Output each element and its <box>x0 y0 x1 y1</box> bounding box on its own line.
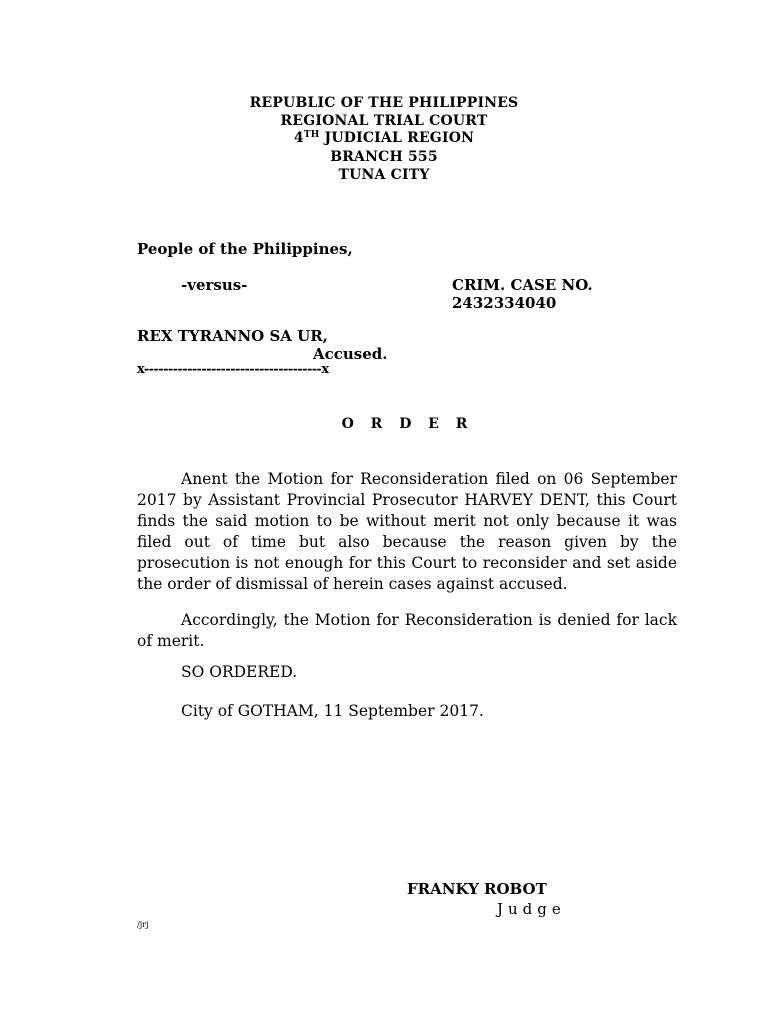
header-court: REGIONAL TRIAL COURT <box>280 113 488 129</box>
order-paragraph-1: Anent the Motion for Reconsideration filed on 06 September 2017 by Assistant Provincial Prosecutor HARVEY DENT, this Court finds the said motion to be without merit not only because it was filed out of time but also because the reason given by the prosecution is not enough for this Court to reconsider and set aside the order of dismissal of herein cases against accused. <box>137 470 677 593</box>
caption-separator: x-------------------------------------x <box>137 362 329 377</box>
header-republic: REPUBLIC OF THE PHILIPPINES <box>249 95 519 111</box>
case-label: CRIM. CASE NO. <box>452 276 593 294</box>
typist-initials: /jrj <box>137 920 149 929</box>
header-region <box>0 130 768 146</box>
judge-title: Judge <box>497 900 566 918</box>
header-region-number: 4 <box>293 130 304 146</box>
header-city: TUNA CITY <box>338 167 430 183</box>
header-region-rest: JUDICIAL REGION <box>319 130 475 146</box>
order-title: O R D E R <box>341 416 474 432</box>
place-and-date: City of GOTHAM, 11 September 2017. <box>181 702 484 720</box>
versus-label: -versus- <box>181 276 248 294</box>
accused-name: REX TYRANNO SA UR, <box>137 327 328 345</box>
header-branch: BRANCH 555 <box>330 149 438 165</box>
plaintiff-name: People of the Philippines, <box>137 240 353 258</box>
accused-label: Accused. <box>313 345 388 363</box>
case-number: 2432334040 <box>452 294 557 312</box>
header-region-sup: TH <box>303 130 320 140</box>
so-ordered: SO ORDERED. <box>181 663 298 681</box>
judge-name: FRANKY ROBOT <box>407 880 547 898</box>
order-paragraph-2: Accordingly, the Motion for Reconsideration is denied for lack of merit. <box>137 611 677 650</box>
